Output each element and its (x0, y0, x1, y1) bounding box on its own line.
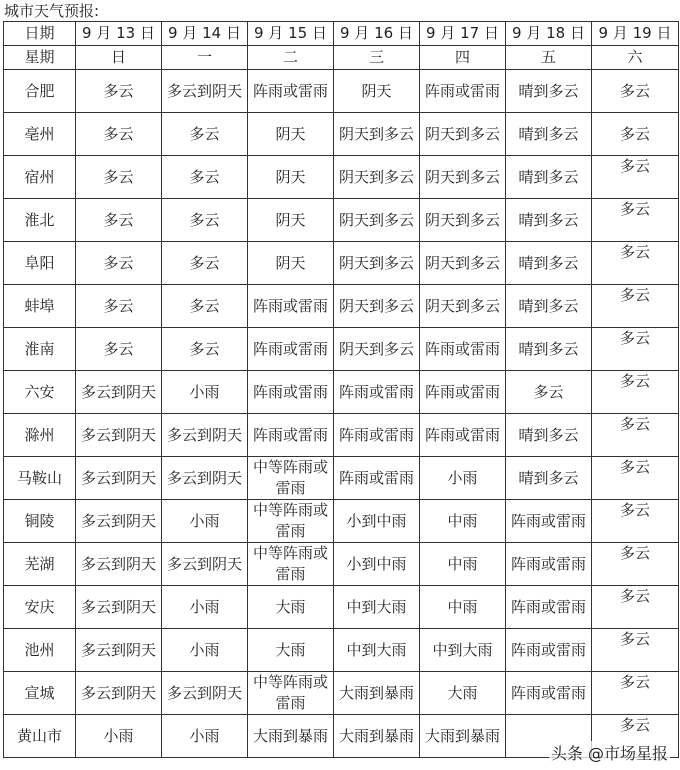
forecast-cell: 晴到多云 (506, 242, 592, 285)
forecast-cell: 多云 (76, 242, 162, 285)
forecast-cell: 阵雨或雷雨 (334, 371, 420, 414)
city-cell: 铜陵 (4, 500, 76, 543)
city-cell: 滁州 (4, 414, 76, 457)
forecast-cell: 中雨 (420, 500, 506, 543)
city-cell: 六安 (4, 371, 76, 414)
forecast-cell: 小雨 (420, 457, 506, 500)
forecast-cell: 阵雨或雷雨 (506, 586, 592, 629)
table-row (4, 500, 679, 543)
forecast-cell: 小雨 (162, 371, 248, 414)
forecast-cell: 阵雨或雷雨 (420, 70, 506, 113)
table-row (4, 156, 679, 199)
forecast-cell: 阵雨或雷雨 (248, 328, 334, 371)
table-row (4, 199, 679, 242)
forecast-cell: 多云 (592, 586, 679, 629)
weekday-cell: 一 (162, 46, 248, 70)
forecast-cell: 晴到多云 (506, 414, 592, 457)
forecast-cell: 阵雨或雷雨 (334, 414, 420, 457)
forecast-cell: 阴天 (248, 113, 334, 156)
forecast-cell: 多云 (162, 156, 248, 199)
table-row (4, 371, 679, 414)
forecast-cell: 中等阵雨或雷雨 (248, 500, 334, 543)
forecast-cell: 晴到多云 (506, 285, 592, 328)
forecast-cell: 晴到多云 (506, 199, 592, 242)
forecast-cell: 多云到阴天 (162, 672, 248, 715)
table-row (4, 586, 679, 629)
forecast-cell: 多云 (592, 113, 679, 156)
page-title: 城市天气预报: (4, 2, 100, 20)
forecast-cell: 多云 (592, 242, 679, 285)
table-row (4, 328, 679, 371)
table-row (4, 457, 679, 500)
forecast-cell: 多云 (592, 543, 679, 586)
forecast-cell: 多云 (592, 715, 679, 758)
forecast-cell: 中等阵雨或雷雨 (248, 672, 334, 715)
forecast-cell: 中到大雨 (420, 629, 506, 672)
date-cell: 9 月 15 日 (248, 22, 334, 46)
forecast-cell: 阵雨或雷雨 (248, 285, 334, 328)
weekday-cell: 二 (248, 46, 334, 70)
forecast-cell: 阴天到多云 (420, 199, 506, 242)
forecast-cell: 多云 (76, 113, 162, 156)
forecast-cell: 阴天到多云 (420, 113, 506, 156)
city-cell: 蚌埠 (4, 285, 76, 328)
city-cell: 黄山市 (4, 715, 76, 758)
forecast-table (3, 21, 679, 758)
forecast-cell: 大雨到暴雨 (420, 715, 506, 758)
weekday-cell: 六 (592, 46, 679, 70)
forecast-cell: 多云到阴天 (162, 414, 248, 457)
forecast-cell: 阴天 (248, 156, 334, 199)
table-row (4, 672, 679, 715)
weekday-header-row (4, 46, 679, 70)
date-label: 日期 (4, 22, 76, 46)
weekday-label: 星期 (4, 46, 76, 70)
forecast-cell: 多云到阴天 (76, 457, 162, 500)
forecast-cell: 小雨 (162, 715, 248, 758)
forecast-cell: 多云 (592, 457, 679, 500)
table-row (4, 285, 679, 328)
forecast-cell: 阴天到多云 (334, 113, 420, 156)
forecast-cell: 中到大雨 (334, 586, 420, 629)
forecast-cell: 小雨 (162, 586, 248, 629)
forecast-cell: 阴天到多云 (334, 328, 420, 371)
forecast-cell: 晴到多云 (506, 70, 592, 113)
forecast-cell: 阵雨或雷雨 (248, 414, 334, 457)
forecast-cell: 阴天到多云 (334, 199, 420, 242)
forecast-cell: 多云 (76, 199, 162, 242)
forecast-cell: 多云 (592, 414, 679, 457)
forecast-cell: 小雨 (162, 629, 248, 672)
forecast-cell: 多云 (592, 371, 679, 414)
city-cell: 宣城 (4, 672, 76, 715)
forecast-cell: 多云到阴天 (76, 543, 162, 586)
forecast-cell: 晴到多云 (506, 328, 592, 371)
date-cell: 9 月 17 日 (420, 22, 506, 46)
forecast-cell: 晴到多云 (506, 113, 592, 156)
forecast-cell: 多云到阴天 (76, 500, 162, 543)
forecast-cell: 中雨 (420, 543, 506, 586)
forecast-cell: 多云 (592, 328, 679, 371)
forecast-cell: 小到中雨 (334, 543, 420, 586)
forecast-cell: 大雨到暴雨 (334, 672, 420, 715)
forecast-cell: 多云 (162, 199, 248, 242)
forecast-cell: 阵雨或雷雨 (506, 629, 592, 672)
table-row (4, 629, 679, 672)
city-cell: 安庆 (4, 586, 76, 629)
city-cell: 淮北 (4, 199, 76, 242)
city-cell: 亳州 (4, 113, 76, 156)
weekday-cell: 日 (76, 46, 162, 70)
forecast-cell: 中雨 (420, 586, 506, 629)
forecast-cell: 大雨到暴雨 (248, 715, 334, 758)
forecast-cell: 阴天到多云 (334, 156, 420, 199)
date-cell: 9 月 19 日 (592, 22, 679, 46)
forecast-cell: 多云 (162, 328, 248, 371)
forecast-cell: 阴天 (334, 70, 420, 113)
city-cell: 阜阳 (4, 242, 76, 285)
forecast-cell: 晴到多云 (506, 156, 592, 199)
forecast-cell: 阵雨或雷雨 (420, 328, 506, 371)
forecast-cell: 多云到阴天 (76, 629, 162, 672)
forecast-cell: 多云到阴天 (76, 371, 162, 414)
forecast-cell: 小雨 (76, 715, 162, 758)
weekday-cell: 三 (334, 46, 420, 70)
table-row (4, 70, 679, 113)
city-cell: 芜湖 (4, 543, 76, 586)
date-cell: 9 月 16 日 (334, 22, 420, 46)
forecast-cell: 阵雨或雷雨 (420, 414, 506, 457)
forecast-cell: 阵雨或雷雨 (506, 500, 592, 543)
forecast-cell: 小到中雨 (334, 500, 420, 543)
city-cell: 池州 (4, 629, 76, 672)
forecast-cell: 多云到阴天 (162, 457, 248, 500)
forecast-cell: 多云 (162, 242, 248, 285)
forecast-cell: 多云到阴天 (76, 672, 162, 715)
forecast-cell: 中到大雨 (334, 629, 420, 672)
forecast-cell: 阵雨或雷雨 (334, 457, 420, 500)
forecast-cell: 多云到阴天 (76, 586, 162, 629)
forecast-cell: 多云 (76, 70, 162, 113)
forecast-cell: 多云到阴天 (162, 70, 248, 113)
forecast-cell: 多云 (592, 672, 679, 715)
forecast-cell: 多云 (592, 629, 679, 672)
forecast-cell: 阴天到多云 (334, 242, 420, 285)
forecast-cell: 大雨 (248, 586, 334, 629)
table-row (4, 113, 679, 156)
weekday-cell: 四 (420, 46, 506, 70)
date-cell: 9 月 14 日 (162, 22, 248, 46)
date-header-row (4, 22, 679, 46)
city-cell: 宿州 (4, 156, 76, 199)
table-row (4, 414, 679, 457)
forecast-cell: 多云 (76, 328, 162, 371)
forecast-cell: 多云 (592, 285, 679, 328)
forecast-cell: 大雨 (420, 672, 506, 715)
forecast-cell: 阴天到多云 (420, 285, 506, 328)
forecast-cell: 阵雨或雷雨 (506, 672, 592, 715)
forecast-cell: 多云 (592, 500, 679, 543)
forecast-cell: 多云 (592, 156, 679, 199)
forecast-cell: 阵雨或雷雨 (248, 371, 334, 414)
forecast-cell: 中等阵雨或雷雨 (248, 543, 334, 586)
city-cell: 马鞍山 (4, 457, 76, 500)
forecast-cell: 多云 (162, 113, 248, 156)
date-cell: 9 月 18 日 (506, 22, 592, 46)
forecast-cell: 阵雨或雷雨 (506, 543, 592, 586)
forecast-cell: 小雨 (162, 500, 248, 543)
weekday-cell: 五 (506, 46, 592, 70)
forecast-cell: 多云 (592, 70, 679, 113)
forecast-cell: 阴天 (248, 199, 334, 242)
table-row (4, 242, 679, 285)
forecast-cell: 阴天 (248, 242, 334, 285)
forecast-cell: 阴天到多云 (420, 242, 506, 285)
forecast-cell: 多云 (592, 199, 679, 242)
forecast-cell: 多云 (506, 371, 592, 414)
forecast-cell: 多云 (162, 285, 248, 328)
forecast-cell: 多云 (76, 285, 162, 328)
city-cell: 合肥 (4, 70, 76, 113)
forecast-cell: 阵雨或雷雨 (420, 371, 506, 414)
date-cell: 9 月 13 日 (76, 22, 162, 46)
table-row (4, 543, 679, 586)
forecast-cell: 晴到多云 (506, 457, 592, 500)
forecast-cell: 多云 (76, 156, 162, 199)
forecast-cell: 中等阵雨或雷雨 (248, 457, 334, 500)
forecast-cell: 多云到阴天 (162, 543, 248, 586)
forecast-cell: 多云到阴天 (76, 414, 162, 457)
watermark: 头条 @市场星报 (549, 741, 670, 764)
forecast-cell: 阵雨或雷雨 (248, 70, 334, 113)
city-cell: 淮南 (4, 328, 76, 371)
forecast-cell: 大雨到暴雨 (334, 715, 420, 758)
forecast-cell: 阴天到多云 (334, 285, 420, 328)
forecast-cell: 阴天到多云 (420, 156, 506, 199)
forecast-cell: 大雨 (248, 629, 334, 672)
